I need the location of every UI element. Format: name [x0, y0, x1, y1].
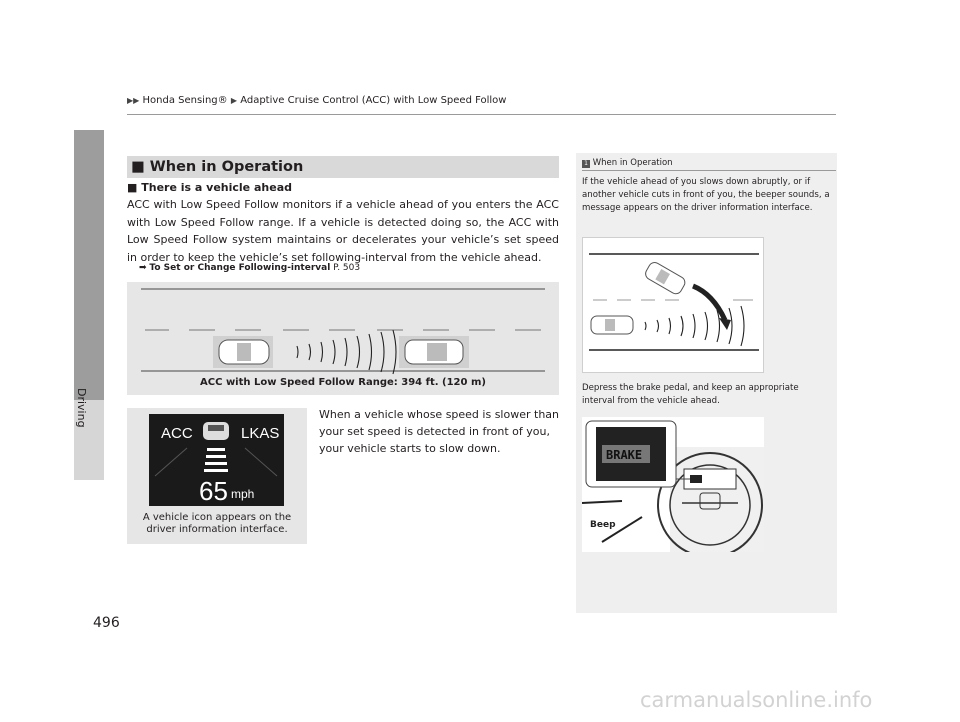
cut-in-figure: [582, 237, 764, 373]
cross-reference[interactable]: [139, 263, 360, 273]
chevron-right-icon: ▶: [230, 96, 237, 105]
speed-unit: mph: [231, 487, 255, 501]
car-icon: [203, 422, 229, 440]
watermark: carmanualsonline.info: [640, 688, 873, 712]
page-number: 496: [93, 615, 120, 631]
beep-label: Beep: [590, 520, 616, 530]
own-car-icon: [591, 316, 633, 334]
breadcrumb-item-acc: Adaptive Cruise Control (ACC) with Low Speed Follow: [240, 95, 507, 106]
section-title: When in Operation: [149, 159, 304, 175]
chevron-right-icon: ▶▶: [127, 96, 140, 105]
steering-wheel-illustration: [582, 417, 764, 552]
brake-message: BRAKE: [606, 448, 643, 462]
breadcrumb: [127, 95, 506, 106]
note-paragraph-2: Depress the brake pedal, and keep an appropriate interval from the vehicle ahead.: [582, 383, 799, 406]
note-title: When in Operation: [592, 158, 673, 168]
chapter-tab: [74, 130, 104, 400]
note-paragraph: If the vehicle ahead of you slows down abruptly, or if another vehicle cuts in front of you, the beeper sounds, a message appears on the driver information interface.: [582, 177, 830, 213]
range-figure-caption: ACC with Low Speed Follow Range: 394 ft. (120 m): [200, 377, 486, 388]
header-divider: [127, 114, 836, 115]
subheading-text: There is a vehicle ahead: [141, 181, 292, 194]
section-heading: [127, 156, 559, 178]
square-bullet-icon: ■: [127, 181, 138, 194]
vehicle-ahead-icon: [405, 340, 463, 364]
reference-label: To Set or Change Following-interval: [149, 263, 331, 273]
slowdown-paragraph: When a vehicle whose speed is slower than your set speed is detected in front of you, your vehicle starts to slow down.: [319, 408, 559, 455]
display-figure-caption: A vehicle icon appears on the driver information interface.: [142, 512, 292, 535]
reference-page: P. 503: [333, 263, 361, 273]
cut-in-illustration: [583, 238, 763, 372]
chapter-label: Driving: [75, 388, 88, 428]
square-bullet-icon: ■: [131, 159, 145, 175]
note-divider: [582, 170, 836, 171]
body-paragraph: ACC with Low Speed Follow monitors if a vehicle ahead of you enters the ACC with Low Speed Follow range. If a vehicle is detected doing so, the ACC with Low Speed Follow system maintains or decelerates your vehicle’s set speed in order to keep the vehicle’s set following-interval from the vehicle ahead.: [127, 198, 559, 264]
acc-indicator: ACC: [161, 425, 193, 442]
speed-value: 65: [199, 476, 228, 506]
steering-wheel-figure: [582, 417, 764, 552]
own-car-icon: [219, 340, 269, 364]
lkas-indicator: LKAS: [241, 425, 280, 442]
note-icon: 1: [582, 160, 590, 168]
reference-arrow-icon: ➡: [139, 263, 147, 273]
breadcrumb-item-honda-sensing: Honda Sensing®: [142, 95, 228, 106]
subheading: [127, 181, 292, 194]
note-heading: [582, 158, 673, 168]
cut-in-vehicle-icon: [643, 260, 687, 296]
